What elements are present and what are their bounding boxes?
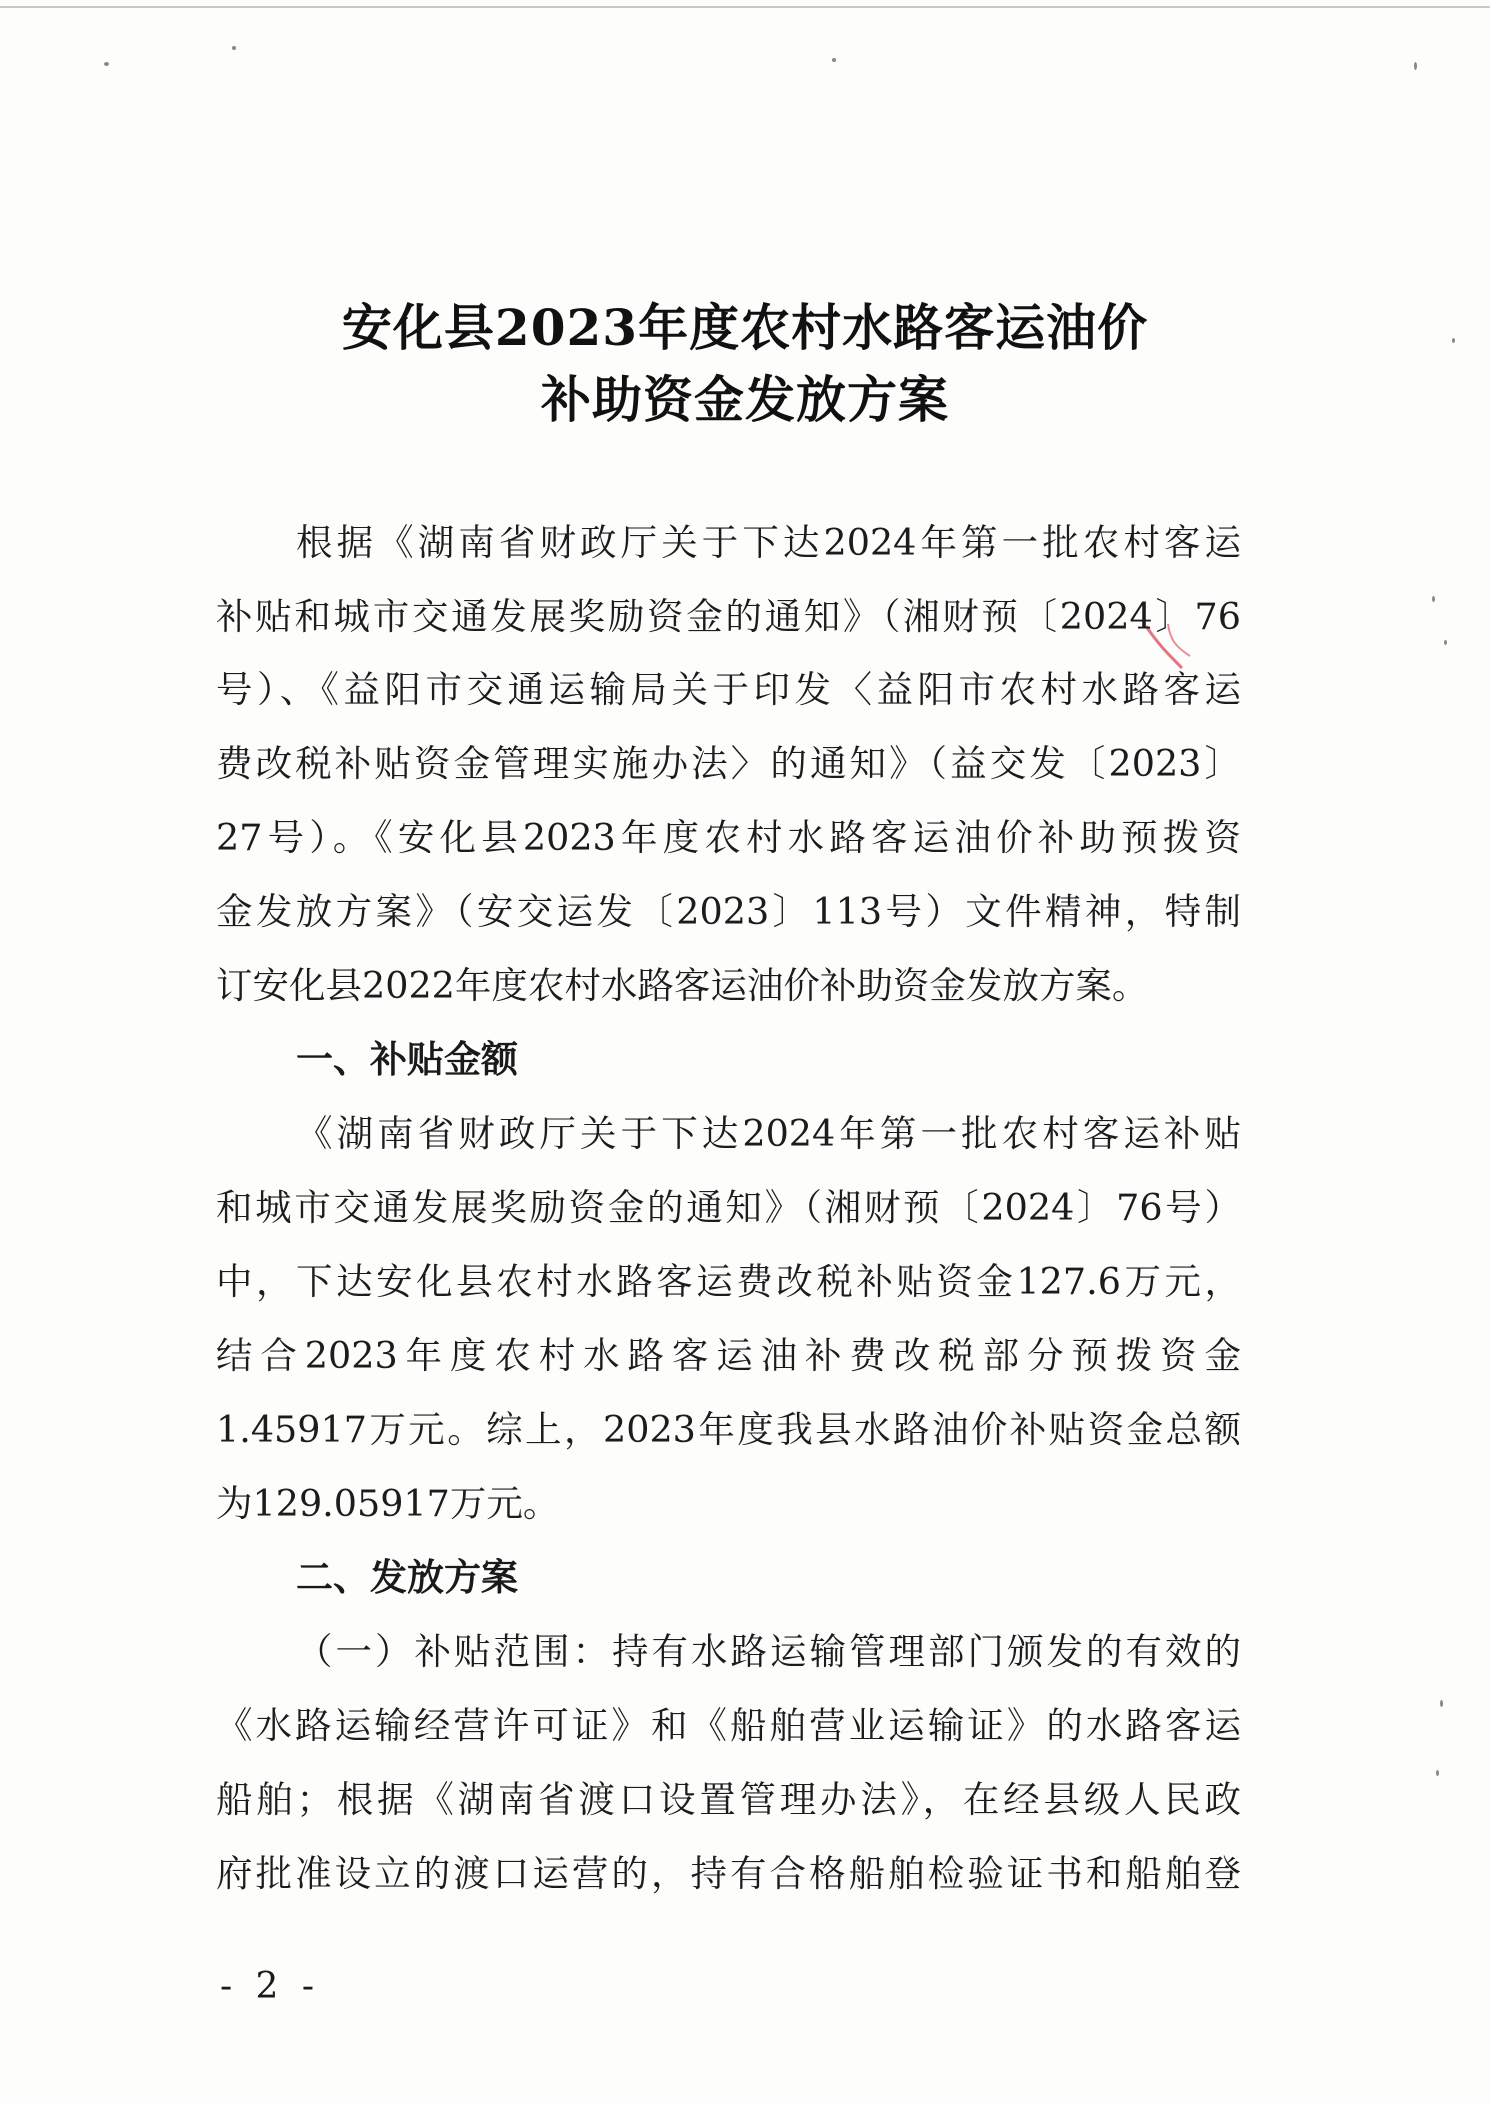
paragraph-line: 《湖南省财政厅关于下达2024年第一批农村客运补贴	[296, 1112, 1241, 1155]
scan-speck	[1436, 1770, 1439, 1776]
document-title-line-2: 补助资金发放方案	[541, 370, 949, 429]
paragraph-line: 结合2023年度农村水路客运油补费改税部分预拨资金	[216, 1334, 1241, 1377]
scan-speck	[1414, 62, 1417, 70]
paragraph-line: （一）补贴范围：持有水路运输管理部门颁发的有效的	[296, 1630, 1241, 1673]
paragraph-line: 府批准设立的渡口运营的，持有合格船舶检验证书和船舶登	[216, 1852, 1241, 1895]
paragraph-line: 中，下达安化县农村水路客运费改税补贴资金127.6万元，	[216, 1260, 1241, 1303]
section-heading-plan: 二、发放方案	[296, 1556, 518, 1599]
paragraph-line: 订安化县2022年度农村水路客运油价补助资金发放方案。	[216, 964, 1149, 1007]
paragraph-line: 为129.05917万元。	[216, 1482, 560, 1525]
document-title-line-1: 安化县2023年度农村水路客运油价	[341, 298, 1149, 357]
scan-speck	[232, 46, 236, 50]
scan-edge-line	[0, 6, 1490, 8]
scan-speck	[832, 58, 836, 62]
scan-speck	[1432, 596, 1435, 602]
paragraph-line: 金发放方案》（安交运发〔2023〕113号）文件精神，特制	[216, 890, 1241, 933]
paragraph-line: 费改税补贴资金管理实施办法〉的通知》（益交发〔2023〕	[216, 742, 1241, 785]
paragraph-line: 船舶；根据《湖南省渡口设置管理办法》，在经县级人民政	[216, 1778, 1241, 1821]
scan-speck	[1444, 640, 1447, 645]
scan-speck	[104, 62, 109, 66]
page-number: - 2 -	[219, 1966, 321, 2007]
paragraph-line: 补贴和城市交通发展奖励资金的通知》（湘财预〔2024〕76	[216, 595, 1241, 638]
paragraph-line: 27号）。《安化县2023年度农村水路客运油价补助预拨资	[216, 816, 1241, 859]
paragraph-line: 1.45917万元。综上，2023年度我县水路油价补贴资金总额	[216, 1408, 1241, 1451]
paragraph-line: 和城市交通发展奖励资金的通知》（湘财预〔2024〕76号）	[216, 1186, 1241, 1229]
paragraph-line: 《水路运输经营许可证》和《船舶营业运输证》的水路客运	[216, 1704, 1241, 1747]
scan-speck	[1440, 1700, 1443, 1707]
paragraph-line: 号）、《益阳市交通运输局关于印发〈益阳市农村水路客运	[216, 668, 1241, 711]
paragraph-line: 根据《湖南省财政厅关于下达2024年第一批农村客运	[296, 521, 1241, 564]
section-heading-amount: 一、补贴金额	[296, 1038, 518, 1081]
